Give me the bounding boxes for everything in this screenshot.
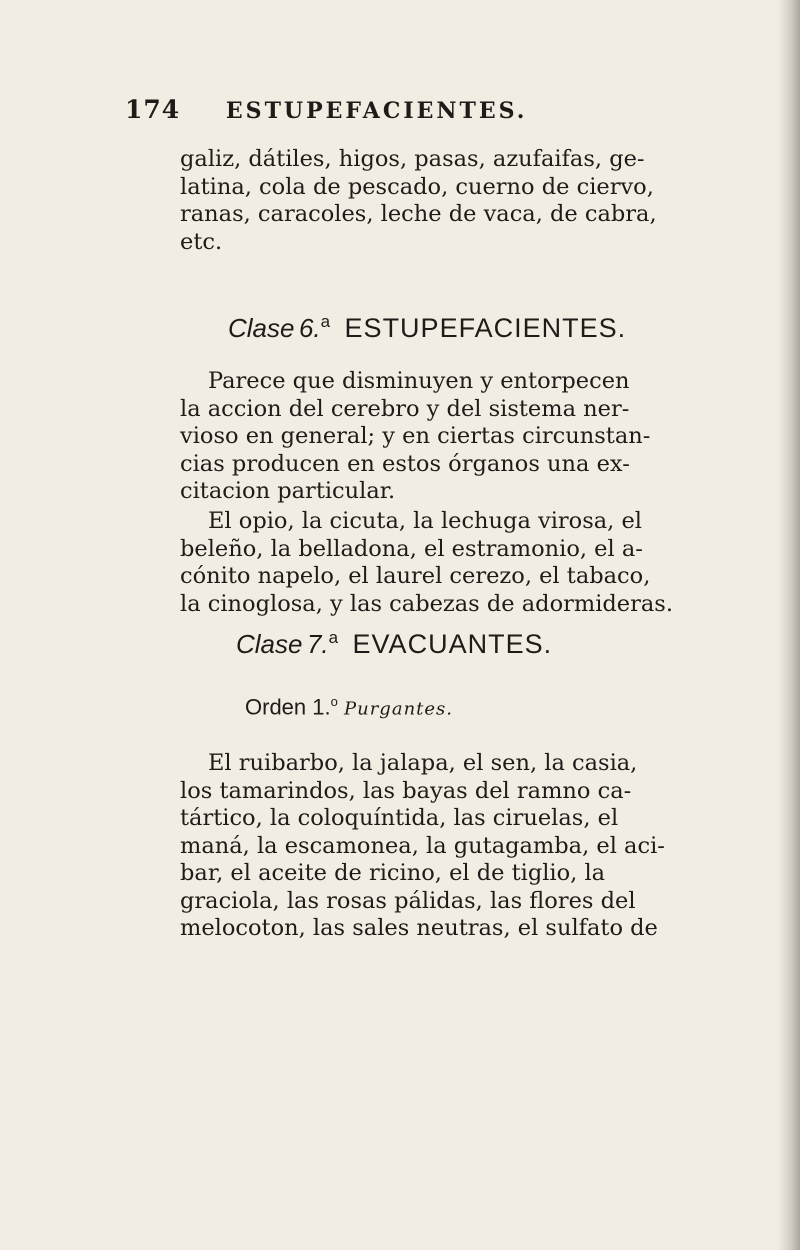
page-number: 174 bbox=[125, 95, 181, 124]
page-edge-shadow bbox=[778, 0, 800, 1250]
clase-label: Clase bbox=[228, 313, 295, 343]
text-line: melocoton, las sales neutras, el sulfato de bbox=[180, 915, 658, 941]
text-line: El ruibarbo, la jalapa, el sen, la casia, bbox=[208, 750, 638, 776]
clase-label: Clase bbox=[236, 629, 303, 659]
running-head bbox=[125, 95, 527, 124]
ordinal-marker: a bbox=[328, 628, 339, 647]
text-line: la cinoglosa, y las cabezas de adormideras. bbox=[180, 590, 673, 617]
text-line: bar, el aceite de ricino, el de tiglio, la bbox=[180, 860, 606, 886]
clase-number: 7. bbox=[306, 629, 329, 659]
text-line: maná, la escamonea, la gutagamba, el aci- bbox=[180, 832, 665, 859]
text-line: cias producen en estos órganos una ex- bbox=[180, 450, 630, 477]
orden-label: Orden bbox=[245, 694, 307, 720]
section-title: EVACUANTES. bbox=[352, 629, 553, 659]
continued-paragraph bbox=[180, 146, 780, 256]
order-heading bbox=[245, 694, 453, 720]
section-heading-clase-6 bbox=[228, 312, 626, 344]
text-line: tártico, la coloquíntida, las ciruelas, el bbox=[180, 805, 619, 831]
paragraph-estupefacientes-list bbox=[180, 508, 780, 618]
text-line: latina, cola de pescado, cuerno de ciervo, bbox=[180, 173, 654, 200]
running-title: ESTUPEFACIENTES. bbox=[225, 98, 528, 124]
text-line: galiz, dátiles, higos, pasas, azufaifas, ge- bbox=[180, 146, 645, 172]
order-title: Purgantes. bbox=[344, 698, 453, 720]
paragraph-purgantes-list bbox=[180, 750, 780, 943]
text-line: ranas, caracoles, leche de vaca, de cabra, bbox=[180, 201, 657, 227]
text-line: El opio, la cicuta, la lechuga virosa, el bbox=[208, 508, 642, 534]
ordinal-marker: a bbox=[320, 312, 331, 331]
paragraph-estupefacientes-description bbox=[180, 368, 780, 506]
text-line: graciola, las rosas pálidas, las flores del bbox=[180, 887, 636, 914]
text-line: beleño, la belladona, el estramonio, el a- bbox=[180, 535, 643, 562]
orden-number: 1. bbox=[312, 694, 331, 720]
text-line: los tamarindos, las bayas del ramno ca- bbox=[180, 777, 632, 804]
section-title: ESTUPEFACIENTES. bbox=[344, 313, 627, 343]
text-line: cónito napelo, el laurel cerezo, el tabaco, bbox=[180, 563, 651, 589]
section-heading-clase-7 bbox=[236, 628, 552, 660]
text-line: Parece que disminuyen y entorpecen bbox=[208, 368, 630, 394]
ordinal-marker: o bbox=[330, 694, 338, 709]
text-line: etc. bbox=[180, 228, 223, 255]
text-line: citacion particular. bbox=[180, 478, 396, 504]
text-line: la accion del cerebro y del sistema ner- bbox=[180, 395, 630, 422]
clase-number: 6. bbox=[298, 313, 321, 343]
text-line: vioso en general; y en ciertas circunstan- bbox=[180, 423, 651, 449]
